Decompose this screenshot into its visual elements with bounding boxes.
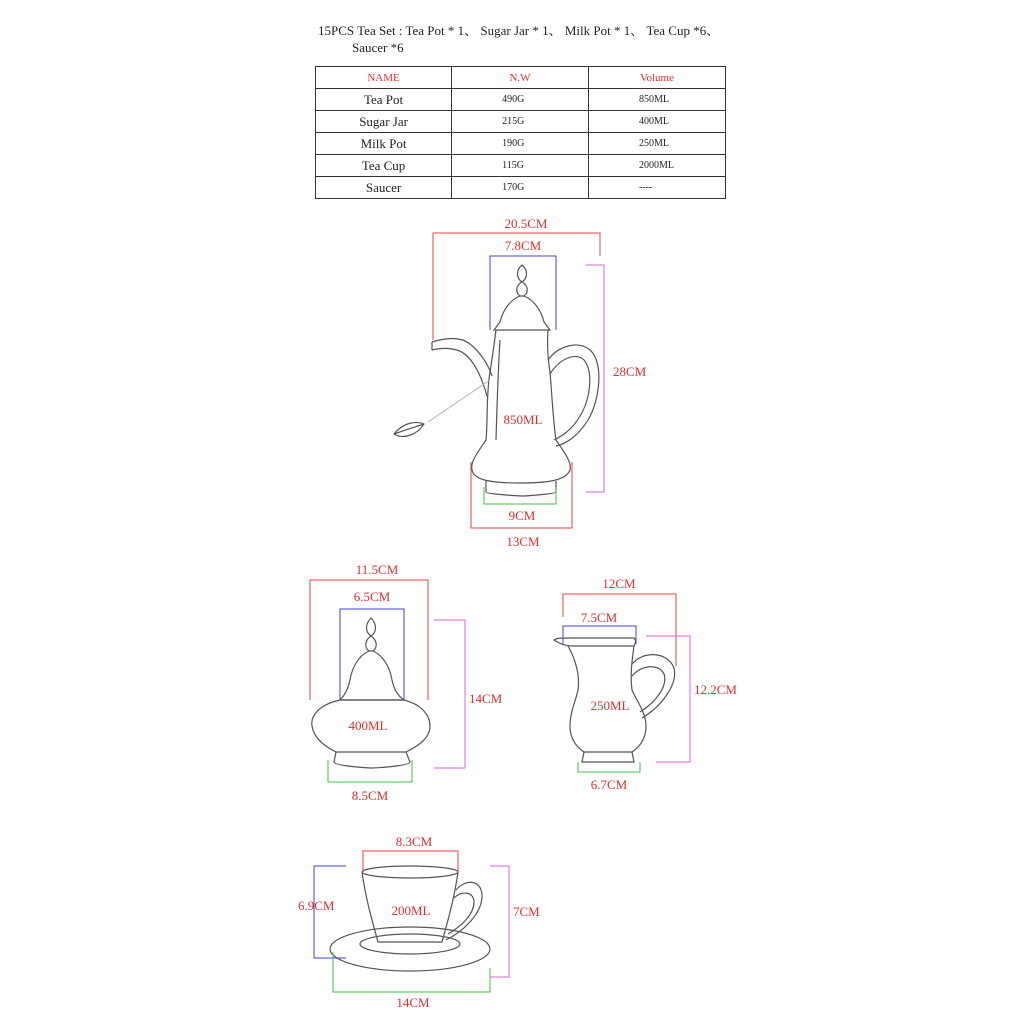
sugar-jar-base-label: 8.5CM <box>351 788 389 803</box>
milk-pot-mouth-width-label: 7.5CM <box>580 610 618 625</box>
milk-pot-drawing <box>554 576 737 792</box>
cell-name: Milk Pot <box>316 133 452 155</box>
sugar-jar-lid-width-label: 6.5CM <box>353 589 391 604</box>
cell-nw: 190G <box>452 133 589 155</box>
cell-nw: 170G <box>452 177 589 199</box>
teapot-base-inner-label: 9CM <box>508 508 536 523</box>
cell-name: Sugar Jar <box>316 111 452 133</box>
milk-pot-base-label: 6.7CM <box>590 777 628 792</box>
milk-pot-volume-label: 250ML <box>590 698 630 713</box>
title-line-1: 15PCS Tea Set : Tea Pot * 1、 Sugar Jar * 1、 Milk Pot * 1、 Tea Cup *6、 <box>318 23 720 38</box>
teapot-drawing <box>394 216 647 549</box>
teapot-lid-width-label: 7.8CM <box>504 238 542 253</box>
cell-name: Saucer <box>316 177 452 199</box>
teapot-height-label: 28CM <box>613 364 647 379</box>
cell-nw: 490G <box>452 89 589 111</box>
cell-nw: 115G <box>452 155 589 177</box>
saucer-width-label: 14CM <box>396 995 430 1010</box>
tea-cup-drawing <box>298 834 540 1010</box>
cell-nw: 215G <box>452 111 589 133</box>
title-line-2: Saucer *6 <box>352 40 404 55</box>
cell-volume: 400ML <box>588 111 725 133</box>
tea-cup-total-height-label: 7CM <box>513 904 540 919</box>
cell-volume: 250ML <box>588 133 725 155</box>
teapot-base-outer-label: 13CM <box>506 534 540 549</box>
milk-pot-height-label: 12.2CM <box>694 682 737 697</box>
sugar-jar-height-label: 14CM <box>469 691 503 706</box>
milk-pot-width-label: 12CM <box>602 576 636 591</box>
tea-cup-volume-label: 200ML <box>391 903 431 918</box>
tea-cup-height-label: 6.9CM <box>298 898 335 913</box>
cell-volume: ---- <box>588 177 725 199</box>
header-name: NAME <box>316 67 452 89</box>
sugar-jar-width-label: 11.5CM <box>355 562 399 577</box>
header-volume: Volume <box>588 67 725 89</box>
teapot-width-label: 20.5CM <box>504 216 548 231</box>
cell-volume: 850ML <box>588 89 725 111</box>
cell-name: Tea Pot <box>316 89 452 111</box>
sugar-jar-volume-label: 400ML <box>348 718 388 733</box>
sugar-jar-drawing <box>310 562 503 803</box>
tea-cup-mouth-width-label: 8.3CM <box>395 834 433 849</box>
teapot-volume-label: 850ML <box>503 412 543 427</box>
header-nw: N.W <box>452 67 589 89</box>
cell-name: Tea Cup <box>316 155 452 177</box>
cell-volume: 2000ML <box>588 155 725 177</box>
